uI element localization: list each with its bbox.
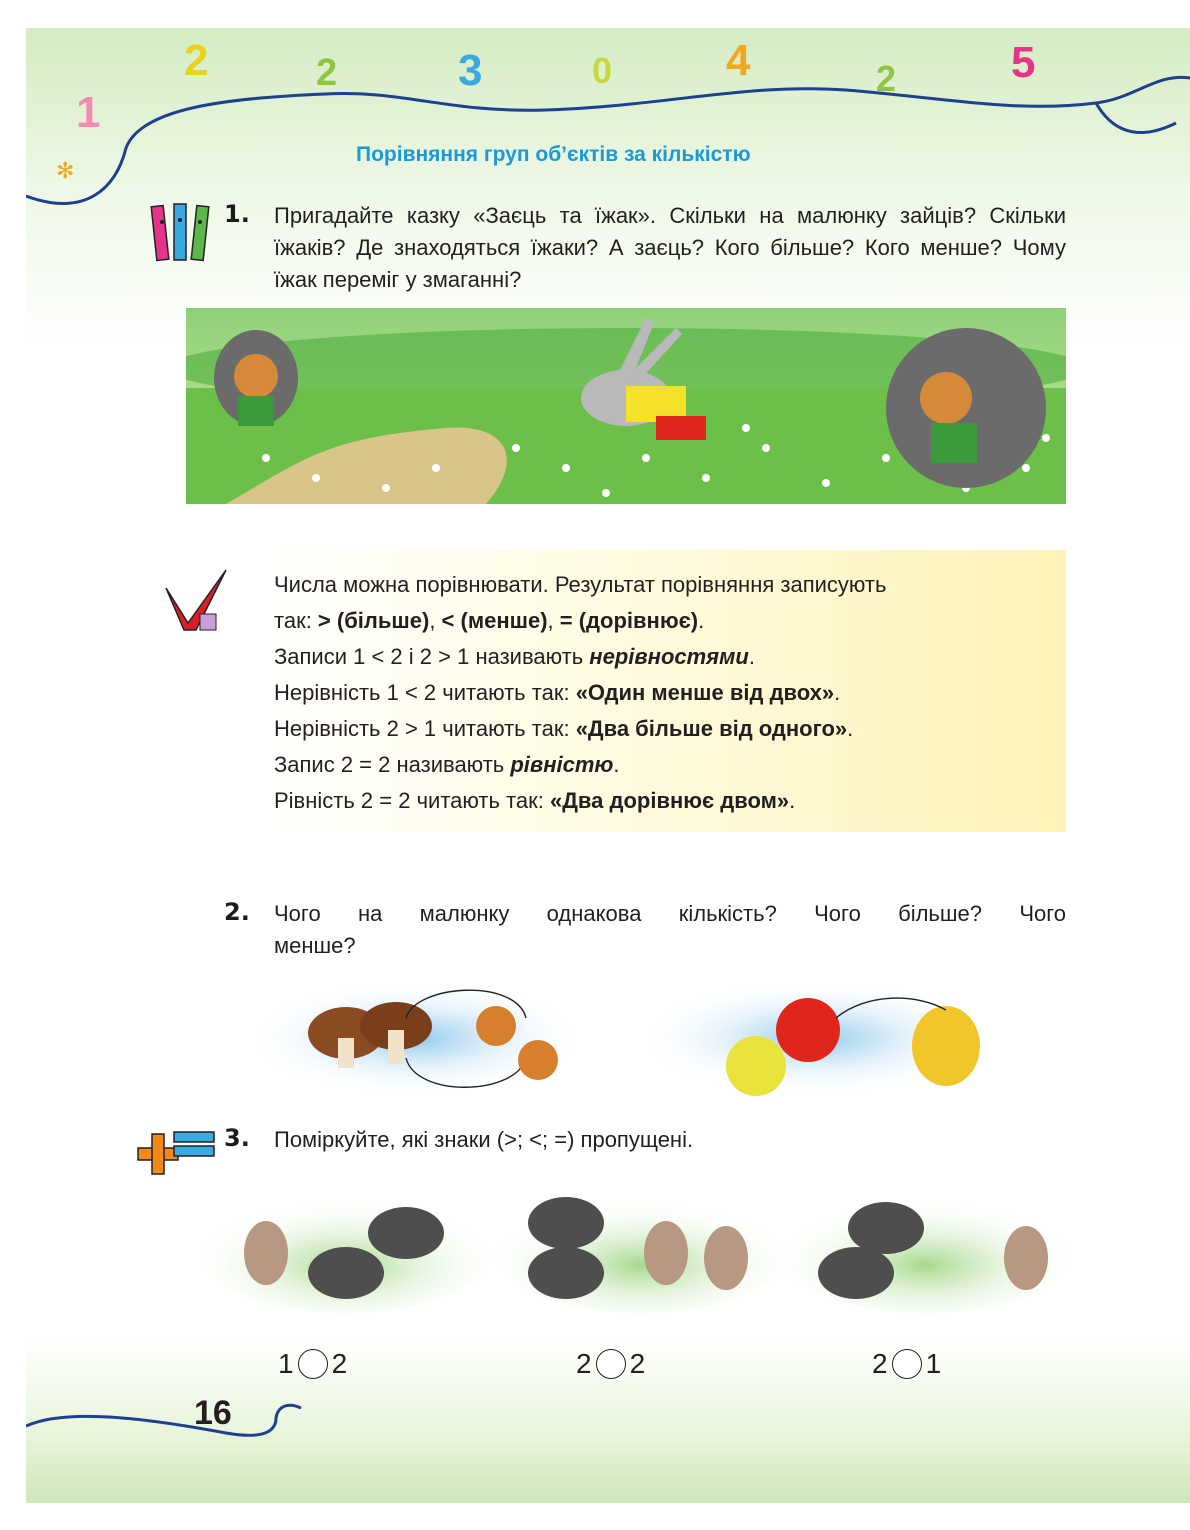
comparison-1-right: 2	[331, 1348, 348, 1379]
pencils-icon	[148, 200, 214, 272]
rule-reading-3: «Два дорівнює двом»	[550, 788, 790, 813]
rule-text: .	[834, 680, 841, 705]
footer-wave-line	[26, 1388, 326, 1468]
rule-text: .	[613, 752, 620, 777]
rule-line-5	[274, 716, 853, 742]
comparison-1	[278, 1348, 347, 1380]
rule-box	[256, 550, 1066, 832]
rule-text: так:	[274, 608, 318, 633]
rule-bold-equal: = (дорівнює)	[559, 608, 699, 633]
hares-and-hedgehogs-illustration	[206, 1178, 1066, 1318]
rule-line-4	[274, 680, 840, 706]
digit-frog-character: 2	[316, 52, 338, 94]
hare-and-hedgehog-illustration	[186, 308, 1066, 504]
checkmark-character-icon	[156, 568, 236, 638]
rule-text: ,	[547, 608, 560, 633]
rule-text: Нерівність 2 > 1 читають так:	[274, 716, 576, 741]
comparison-2	[576, 1348, 645, 1380]
comparison-3-sign-blank[interactable]	[892, 1349, 922, 1379]
page-number: 16	[194, 1394, 232, 1432]
digit-four-character: 4	[726, 36, 751, 85]
comparison-1-left: 1	[278, 1348, 294, 1379]
header-wave-line	[26, 77, 1190, 203]
rule-text: Нерівність 1 < 2 читають так:	[274, 680, 576, 705]
comparison-3-left: 2	[872, 1348, 888, 1379]
task-2-number: 2.	[224, 898, 250, 926]
comparison-1-sign-blank[interactable]	[298, 1349, 328, 1379]
rule-line-2	[274, 608, 704, 634]
task-2-line-2: менше?	[274, 933, 356, 958]
textbook-page	[26, 28, 1190, 1503]
rule-text: .	[789, 788, 796, 813]
rule-term-equality: рівністю	[510, 752, 614, 777]
comparison-3-right: 1	[925, 1348, 942, 1379]
digit-zero-character: 0	[592, 50, 613, 91]
task-1-text: Пригадайте казку «Заєць та їжак». Скільки на малюнку зайців? Скільки їжаків? Де знаходяться їжаки? А заєць? Кого більше? Кого менше? Чому їжак переміг у змаганні?	[274, 203, 1066, 292]
task-3-text: Поміркуйте, які знаки (>; <; =) пропущені.	[274, 1127, 694, 1152]
rule-reading-1: «Один менше від двох»	[575, 680, 835, 705]
mushrooms-nuts-fruits-illustration	[256, 978, 1066, 1098]
digit-two-character: 2	[184, 36, 209, 85]
rule-reading-2: «Два більше від одного»	[575, 716, 848, 741]
rule-text: .	[847, 716, 854, 741]
rule-line-1: Числа можна порівнювати. Результат порівняння записують	[274, 572, 887, 597]
comparison-2-left: 2	[576, 1348, 592, 1379]
rule-term-inequalities: нерівностями	[589, 644, 749, 669]
rule-line-7	[274, 788, 795, 814]
task-3-number: 3.	[224, 1124, 250, 1152]
comparison-2-right: 2	[629, 1348, 646, 1379]
rule-text: Рівність 2 = 2 читають так:	[274, 788, 550, 813]
digit-one-character: 1	[76, 88, 101, 137]
rule-line-6	[274, 752, 620, 778]
rule-text: Записи 1 < 2 і 2 > 1 називають	[274, 644, 590, 669]
rule-text: .	[698, 608, 705, 633]
digit-three-character: 3	[458, 46, 483, 95]
task-2-line-1: Чого на малюнку однакова кількість? Чого більше? Чого	[274, 901, 1066, 926]
comparison-3	[872, 1348, 941, 1380]
rule-text: ,	[429, 608, 442, 633]
digit-five-character: 5	[1011, 38, 1036, 87]
page-title: Порівняння груп об’єктів за кількістю	[356, 143, 751, 166]
small-digit-character: ✻	[56, 158, 75, 183]
comparison-2-sign-blank[interactable]	[596, 1349, 626, 1379]
rule-line-3	[274, 644, 755, 670]
task-1-number: 1.	[224, 200, 250, 228]
rule-text: .	[748, 644, 755, 669]
rule-bold-less: < (менше)	[441, 608, 548, 633]
digit-frog2-character: 2	[876, 58, 897, 99]
rule-bold-greater: > (більше)	[317, 608, 430, 633]
rule-text: Запис 2 = 2 називають	[274, 752, 511, 777]
